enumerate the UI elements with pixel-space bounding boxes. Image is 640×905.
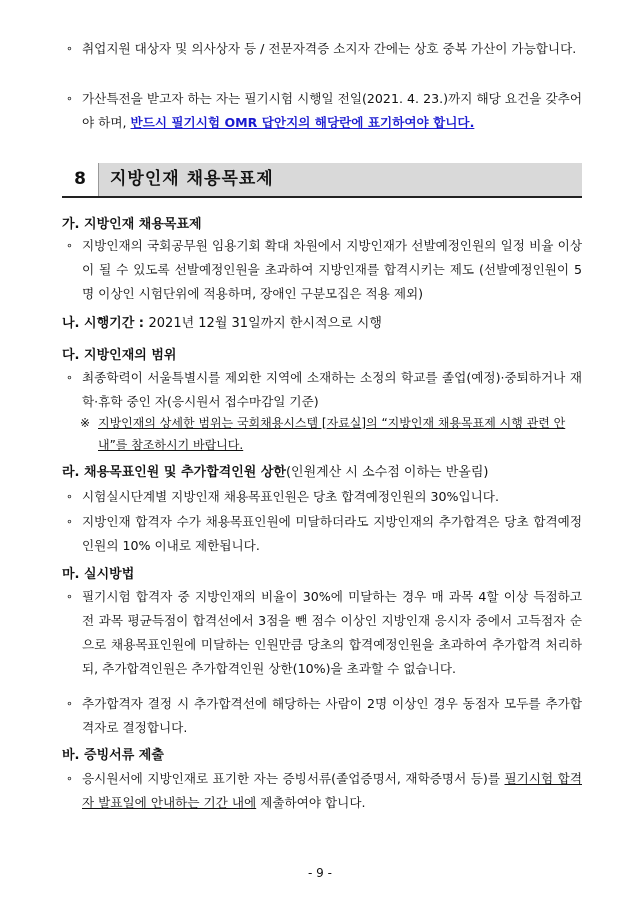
subheading-ma: 마. 실시방법 <box>62 567 135 582</box>
ba-bullet-1-pre: 응시원서에 지방인재로 표기한 자는 증빙서류(졸업증명서, 재학증명서 등)를 <box>82 771 505 786</box>
da-bullet-1-text: 최종학력이 서울특별시를 제외한 지역에 소재하는 소정의 학교를 졸업(예정)·중퇴하거나 재학·휴학 중인 자(응시원서 접수마감일 기준) <box>82 370 582 409</box>
note-mark: ※ <box>80 416 91 430</box>
intro-bullet-1-text: 취업지원 대상자 및 의사상자 등 / 전문자격증 소지자 간에는 상호 중복 가산이 가능합니다. <box>82 41 577 56</box>
bullet-mark: ∘ <box>66 697 73 710</box>
intro-bullet-1 <box>66 37 582 87</box>
intro-bullet-2-emphasis: 반드시 필기시험 OMR 답안지의 해당란에 표기하여야 합니다. <box>130 115 475 130</box>
intro-bullet-2 <box>66 87 582 137</box>
bullet-mark: ∘ <box>66 772 73 785</box>
subheading-ga: 가. 지방인재 채용목표제 <box>62 217 202 232</box>
ba-bullet-1-emphasis: 필기시험 합격자 발표일에 안내하는 기간 내에 <box>82 771 582 810</box>
ba-bullet-1-post: 제출하여야 합니다. <box>256 795 366 810</box>
subheading-da: 다. 지방인재의 범위 <box>62 348 177 363</box>
bullet-mark: ∘ <box>66 42 73 55</box>
bullet-mark: ∘ <box>66 515 73 528</box>
subheading-na-text: 2021년 12월 31일까지 한시적으로 시행 <box>148 316 382 331</box>
subheading-na-label: 나. 시행기간 : <box>62 316 144 331</box>
page-number: - 9 - <box>308 866 332 880</box>
section-header <box>62 163 582 198</box>
ma-bullet-1-text: 필기시험 합격자 중 지방인재의 비율이 30%에 미달하는 경우 매 과목 4할 이상 득점하고 전 과목 평균득점이 합격선에서 3점을 뺀 점수 이상인 지방인재 응시자 중에서 고득점자 순으로 채용목표인원에 미달하는 인원만큼 당초의 합격예정인원을 초과하여 추가합격 처리하되, 추가합격인원은 추가합격인원 상한(10%)을 초과할 수 없습니다. <box>82 589 582 676</box>
ra-bullet-2-text: 지방인재 합격자 수가 채용목표인원에 미달하더라도 지방인재의 추가합격은 당초 합격예정인원의 10% 이내로 제한됩니다. <box>82 514 582 553</box>
subheading-ra-label: 라. 채용목표인원 및 추가합격인원 상한 <box>62 465 286 480</box>
subheading-na <box>62 314 382 334</box>
ra-bullet-1 <box>66 485 582 509</box>
intro-bullet-2-pre: 가산특전을 받고자 하는 자는 필기시험 시행일 전일(2021. 4. 23.)까지 해당 요건을 갖추어야 하며, <box>82 91 582 130</box>
bullet-mark: ∘ <box>66 239 73 252</box>
ga-bullet-1-text: 지방인재의 국회공무원 임용기회 확대 차원에서 지방인재가 선발예정인원의 일정 비율 이상이 될 수 있도록 선발예정인원을 초과하여 지방인재를 합격시키는 제도 (선발예정인원이 5명 이상인 시험단위에 적용하며, 장애인 구분모집은 적용 제외) <box>82 238 582 301</box>
ba-bullet-1 <box>66 767 582 815</box>
bullet-mark: ∘ <box>66 371 73 384</box>
bullet-mark: ∘ <box>66 590 73 603</box>
ma-bullet-2 <box>66 692 582 740</box>
ra-bullet-2 <box>66 510 582 558</box>
ga-bullet-1 <box>66 234 582 308</box>
ma-bullet-1 <box>66 585 582 707</box>
subheading-ra-note: (인원계산 시 소수점 이하는 반올림) <box>285 465 489 480</box>
section-number: 8 <box>62 163 99 196</box>
intro-bullet-2-text <box>82 87 582 135</box>
subheading-ba: 바. 증빙서류 제출 <box>62 748 164 763</box>
section-title: 지방인재 채용목표제 <box>110 169 274 189</box>
subheading-ra <box>62 463 488 483</box>
bullet-mark: ∘ <box>66 92 73 105</box>
ma-bullet-2-text: 추가합격자 결정 시 추가합격선에 해당하는 사람이 2명 이상인 경우 동점자 모두를 추가합격자로 결정합니다. <box>82 696 582 735</box>
ra-bullet-1-text: 시험실시단계별 지방인재 채용목표인원은 당초 합격예정인원의 30%입니다. <box>82 489 499 504</box>
da-note <box>80 412 582 456</box>
bullet-mark: ∘ <box>66 490 73 503</box>
ba-bullet-1-text <box>82 767 582 815</box>
da-note-text: 지방인재의 상세한 범위는 국회채용시스템 [자료실]의 “지방인재 채용목표제 시행 관련 안내”를 참조하시기 바랍니다. <box>98 416 566 452</box>
da-bullet-1 <box>66 366 582 414</box>
